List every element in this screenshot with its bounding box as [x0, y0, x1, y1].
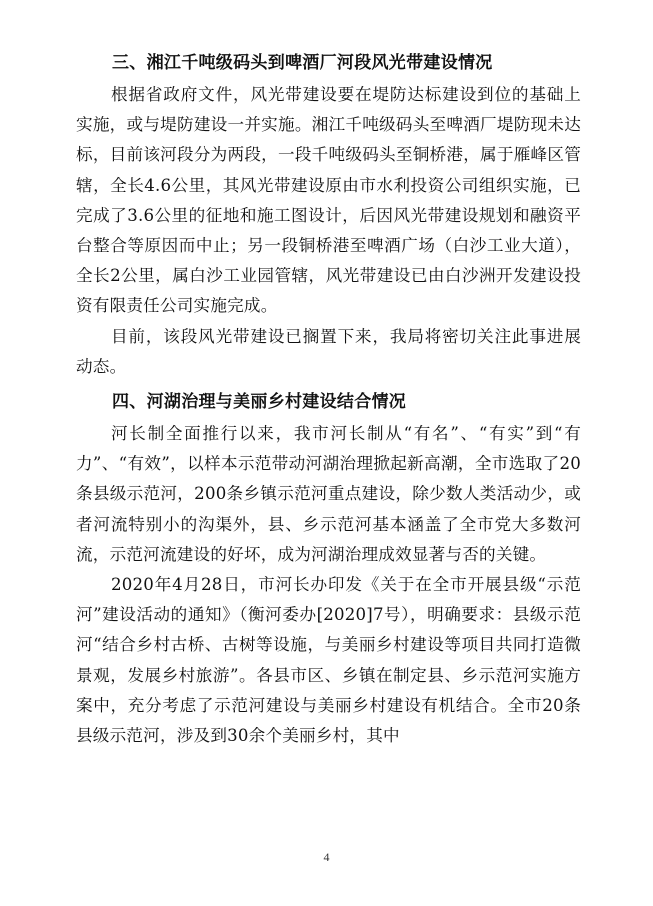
section-4-paragraph-1: 河长制全面推行以来，我市河长制从“有名”、“有实”到“有力”、“有效”，以样本示范带动河湖治理掀起新高潮，全市选取了20条县级示范河，200条乡镇示范河重点建设，除少数人类活动少，或者河流特别小的沟渠外，县、乡示范河基本涵盖了全市党大多数河流，示范河流建设的好坏，成为河湖治理成效显著与否的关键。 [76, 424, 581, 564]
document-body [76, 48, 581, 751]
section-heading-4: 四、河湖治理与美丽乡村建设结合情况 [112, 392, 407, 413]
section-4-paragraph-2: 2020年4月28日，市河长办印发《关于在全市开展县级“示范河”建设活动的通知》（衡河委办[2020]7号），明确要求：县级示范河“结合乡村古桥、古树等设施，与美丽乡村建设等项目共同打造微景观，发展乡村旅游”。各县市区、乡镇在制定县、乡示范河实施方案中，充分考虑了示范河建设与美丽乡村建设有机结合。全市20条县级示范河，涉及到30余个美丽乡村，其中 [76, 575, 581, 746]
section-3-paragraph-1: 根据省政府文件，风光带建设要在堤防达标建设到位的基础上实施，或与堤防建设一并实施。湘江千吨级码头至啤酒厂堤防现未达标，目前该河段分为两段，一段千吨级码头至铜桥港，属于雁峰区管辖，全长4.6公里，其风光带建设原由市水利投资公司组织实施，已完成了3.6公里的征地和施工图设计，后因风光带建设规划和融资平台整合等原因而中止；另一段铜桥港至啤酒广场（白沙工业大道），全长2公里，属白沙工业园管辖，风光带建设已由白沙洲开发建设投资有限责任公司实施完成。 [76, 85, 581, 316]
page-number: 4 [323, 850, 330, 864]
section-3-paragraph-2: 目前，该段风光带建设已搁置下来，我局将密切关注此事进展动态。 [76, 326, 581, 376]
section-heading-3: 三、湘江千吨级码头到啤酒厂河段风光带建设情况 [112, 53, 493, 73]
